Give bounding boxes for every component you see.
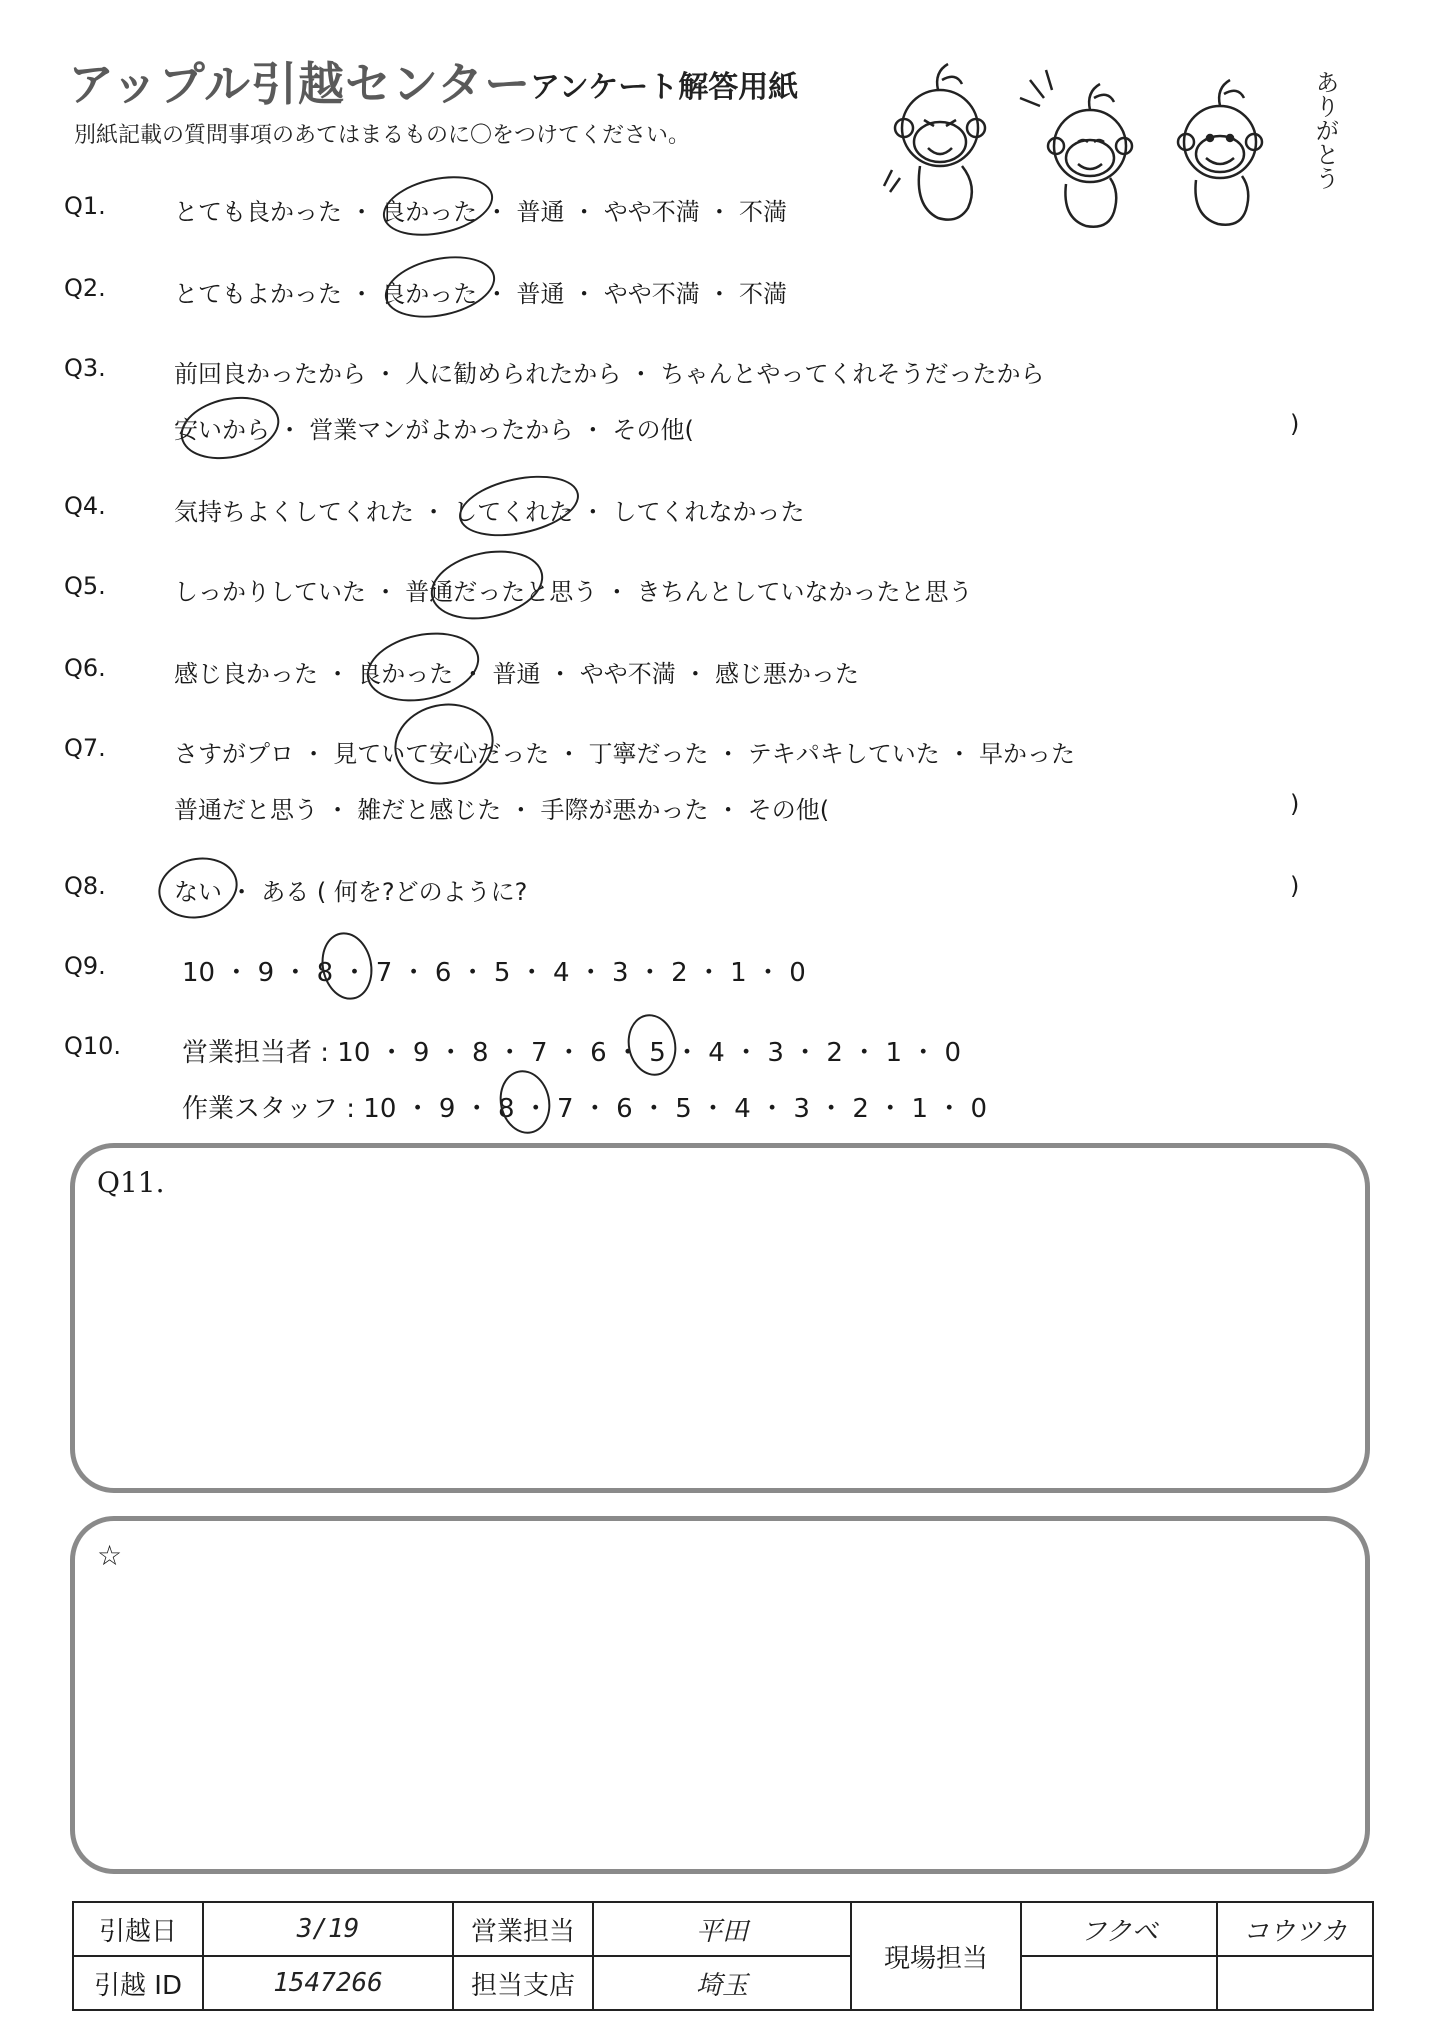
q8-close: )	[1290, 872, 1300, 900]
q7-label: Q7.	[64, 734, 106, 762]
q4-label: Q4.	[64, 492, 106, 520]
q3-options-line2[interactable]: 安いから ・ 営業マンがよかったから ・ その他(	[174, 416, 694, 444]
form-instruction: 別紙記載の質問事項のあてはまるものに〇をつけてください。	[74, 123, 691, 148]
q2-options[interactable]: とてもよかった ・ 良かった ・ 普通 ・ やや不満 ・ 不満	[174, 280, 788, 308]
mascot-thanks-text: ありがとう	[1311, 70, 1339, 190]
form-subtitle: アンケート解答用紙	[530, 70, 799, 105]
q6-label: Q6.	[64, 654, 106, 682]
move-info-table	[72, 1901, 1374, 2011]
q10-staff-score-options[interactable]: 作業スタッフ : 10 ・ 9 ・ 8 ・ 7 ・ 6 ・ 5 ・ 4 ・ 3 ・ 2 ・ 1 ・ 0	[182, 1094, 988, 1124]
star-icon: ☆	[97, 1539, 123, 1572]
site-staff-2: コウツカ	[1217, 1902, 1373, 1956]
move-date-label: 引越日	[73, 1902, 203, 1956]
site-staff-label: 現場担当	[851, 1902, 1021, 2010]
q7-options-line1[interactable]: さすがプロ ・ 見ていて安心だった ・ 丁寧だった ・ テキパキしていた ・ 早かった	[174, 740, 1076, 768]
site-staff-empty-1	[1021, 1956, 1217, 2010]
q2-label: Q2.	[64, 274, 106, 302]
q5-label: Q5.	[64, 572, 106, 600]
q1-options[interactable]: とても良かった ・ 良かった ・ 普通 ・ やや不満 ・ 不満	[174, 198, 788, 226]
branch-value: 埼玉	[593, 1956, 851, 2010]
move-date-value: 3/19	[203, 1902, 453, 1956]
move-id-label: 引越 ID	[73, 1956, 203, 2010]
q10-label: Q10.	[64, 1032, 122, 1060]
q7-other-close: )	[1290, 790, 1300, 818]
q9-score-options[interactable]: 10 ・ 9 ・ 8 ・ 7 ・ 6 ・ 5 ・ 4 ・ 3 ・ 2 ・ 1 ・ 0	[182, 958, 806, 988]
q3-options-line1[interactable]: 前回良かったから ・ 人に勧められたから ・ ちゃんとやってくれそうだったから	[174, 360, 1045, 388]
q10-sales-score-options[interactable]: 営業担当者 : 10 ・ 9 ・ 8 ・ 7 ・ 6 ・ 5 ・ 4 ・ 3 ・ 2 ・ 1 ・ 0	[182, 1038, 962, 1068]
site-staff-1: フクベ	[1021, 1902, 1217, 1956]
brand-title: アップル引越センター	[68, 57, 532, 111]
q6-options[interactable]: 感じ良かった ・ 良かった ・ 普通 ・ やや不満 ・ 感じ悪かった	[174, 660, 860, 688]
move-id-value: 1547266	[203, 1956, 453, 2010]
q11-comment-box[interactable]	[70, 1143, 1370, 1493]
q3-label: Q3.	[64, 354, 106, 382]
sales-rep-value: 平田	[593, 1902, 851, 1956]
branch-label: 担当支店	[453, 1956, 593, 2010]
q3-other-close: )	[1290, 410, 1300, 438]
q7-options-line2[interactable]: 普通だと思う ・ 雑だと感じた ・ 手際が悪かった ・ その他(	[174, 796, 830, 824]
sales-rep-label: 営業担当	[453, 1902, 593, 1956]
q8-options[interactable]: ない ・ ある ( 何を?どのように?	[174, 878, 528, 906]
q11-label: Q11.	[97, 1166, 165, 1199]
q8-label: Q8.	[64, 872, 106, 900]
q1-label: Q1.	[64, 192, 106, 220]
monkey-mascots-illustration	[880, 50, 1350, 240]
free-comment-box[interactable]	[70, 1516, 1370, 1874]
q9-label: Q9.	[64, 952, 106, 980]
q4-options[interactable]: 気持ちよくしてくれた ・ してくれた ・ してくれなかった	[174, 498, 805, 526]
site-staff-empty-2	[1217, 1956, 1373, 2010]
q5-options[interactable]: しっかりしていた ・ 普通だったと思う ・ きちんとしていなかったと思う	[174, 578, 973, 606]
